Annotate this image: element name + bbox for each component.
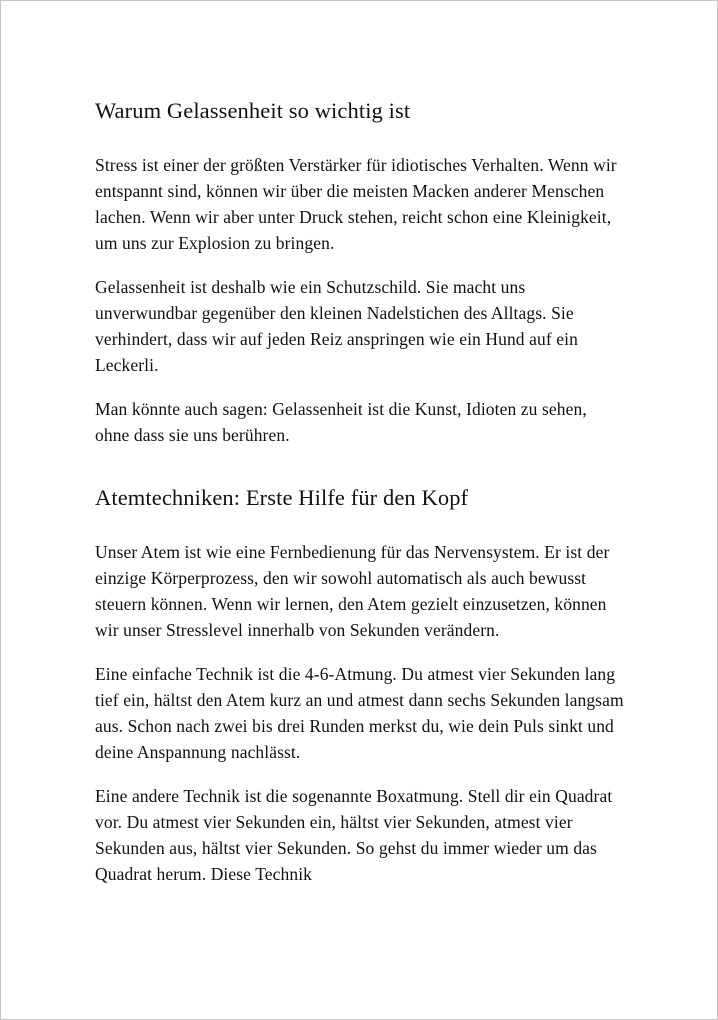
paragraph: Man könnte auch sagen: Gelassenheit ist die Kunst, Idioten zu sehen, ohne dass sie uns berühren. [95, 399, 587, 445]
paragraph: Gelassenheit ist deshalb wie ein Schutzschild. Sie macht uns unverwundbar gegenüber den kleinen Nadelstichen des Alltags. Sie verhindert, dass wir auf jeden Reiz anspringen wie ein Hund auf ein Leckerli. [95, 277, 578, 375]
paragraph: Eine einfache Technik ist die 4-6-Atmung. Du atmest vier Sekunden lang tief ein, hältst den Atem kurz an und atmest dann sechs Sekunden langsam aus. Schon nach zwei bis drei Runden merkst du, wie dein Puls sinkt und deine Anspannung nachlässt. [95, 664, 624, 762]
paragraph: Unser Atem ist wie eine Fernbedienung für das Nervensystem. Er ist der einzige Körperprozess, den wir sowohl automatisch als auch bewusst steuern können. Wenn wir lernen, den Atem gezielt einzusetzen, können wir unser Stresslevel innerhalb von Sekunden verändern. [95, 542, 610, 640]
text-section [95, 97, 625, 448]
section-heading: Atemtechniken: Erste Hilfe für den Kopf [95, 485, 469, 510]
paragraph: Eine andere Technik ist die sogenannte Boxatmung. Stell dir ein Quadrat vor. Du atmest vier Sekunden ein, hältst vier Sekunden, atmest vier Sekunden aus, hältst vier Sekunden. So gehst du immer wieder um das Quadrat herum. Diese Technik [95, 786, 613, 884]
section-heading: Warum Gelassenheit so wichtig ist [95, 98, 411, 123]
text-section [95, 484, 625, 887]
document-content [95, 97, 625, 887]
paragraph: Stress ist einer der größten Verstärker für idiotisches Verhalten. Wenn wir entspannt sind, können wir über die meisten Macken anderer Menschen lachen. Wenn wir aber unter Druck stehen, reicht schon eine Kleinigkeit, um uns zur Explosion zu bringen. [95, 155, 617, 253]
